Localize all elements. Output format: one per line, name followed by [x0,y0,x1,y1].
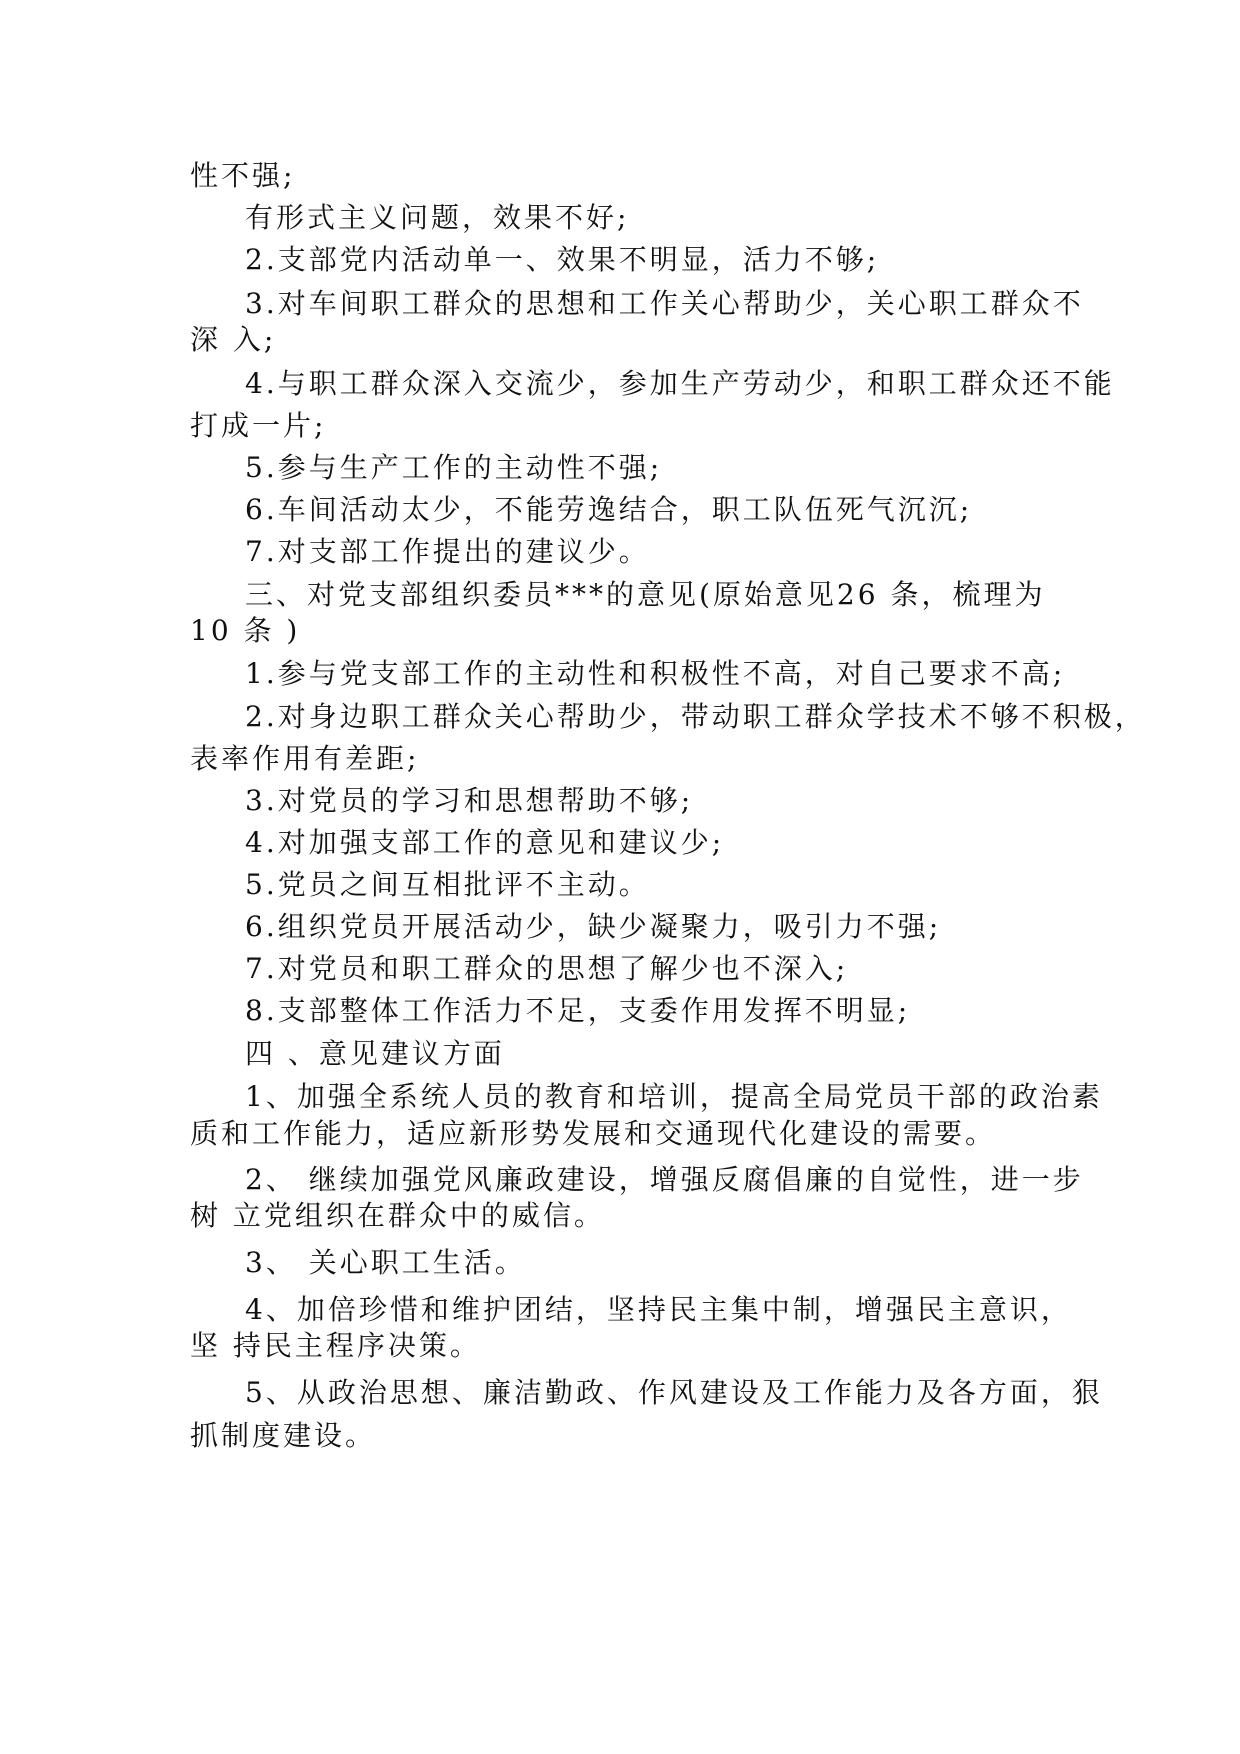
text-line-24: 质和工作能力，适应新形势发展和交通现代化建设的需要。 [190,1117,997,1150]
text-line-20: 7.对党员和职工群众的思想了解少也不深入; [245,952,849,985]
text-line-2: 有形式主义问题，效果不好; [245,201,630,234]
text-line-9: 6.车间活动太少，不能劳逸结合，职工队伍死气沉沉; [245,493,973,526]
text-line-7: 打成一片; [190,409,327,442]
text-line-3: 2.支部党内活动单一、效果不明显，活力不够; [245,243,880,276]
text-line-31: 抓制度建设。 [190,1419,377,1452]
text-line-17: 4.对加强支部工作的意见和建议少; [245,826,725,859]
text-line-1: 性不强; [190,159,296,192]
text-line-8: 5.参与生产工作的主动性不强; [245,451,663,484]
text-line-26: 树 立党组织在群众中的威信。 [190,1199,605,1232]
text-line-28: 4、加倍珍惜和维护团结，坚持民主集中制，增强民主意识， [245,1293,1072,1326]
text-line-25: 2、 继续加强党风廉政建设，增强反腐倡廉的自觉性，进一步 [245,1163,1084,1196]
text-line-23: 1、加强全系统人员的教育和培训，提高全局党员干部的政治素 [245,1080,1103,1113]
text-line-19: 6.组织党员开展活动少，缺少凝聚力，吸引力不强; [245,910,942,943]
section-heading-4: 四 、意见建议方面 [245,1037,505,1070]
text-line-10: 7.对支部工作提出的建议少。 [245,535,650,568]
section-heading-3: 三、对党支部组织委员***的意见(原始意见26 条，梳理为 [245,578,1046,611]
text-line-12: 10 条 ) [190,614,301,647]
text-line-21: 8.支部整体工作活力不足，支委作用发挥不明显; [245,994,911,1027]
text-line-4: 3.对车间职工群众的思想和工作关心帮助少，关心职工群众不 [245,287,1084,320]
text-line-14: 2.对身边职工群众关心帮助少，带动职工群众学技术不够不积极， [245,700,1146,733]
text-line-16: 3.对党员的学习和思想帮助不够; [245,784,694,817]
text-line-18: 5.党员之间互相批评不主动。 [245,868,650,901]
text-line-27: 3、 关心职工生活。 [245,1246,526,1279]
text-line-13: 1.参与党支部工作的主动性和积极性不高，对自己要求不高; [245,657,1066,690]
text-line-29: 坚 持民主程序决策。 [190,1329,481,1362]
text-line-15: 表率作用有差距; [190,742,420,775]
text-line-6: 4.与职工群众深入交流少，参加生产劳动少，和职工群众还不能 [245,367,1115,400]
text-line-5: 深 入; [190,323,277,356]
text-line-30: 5、从政治思想、廉洁勤政、作风建设及工作能力及各方面，狠 [245,1376,1103,1409]
